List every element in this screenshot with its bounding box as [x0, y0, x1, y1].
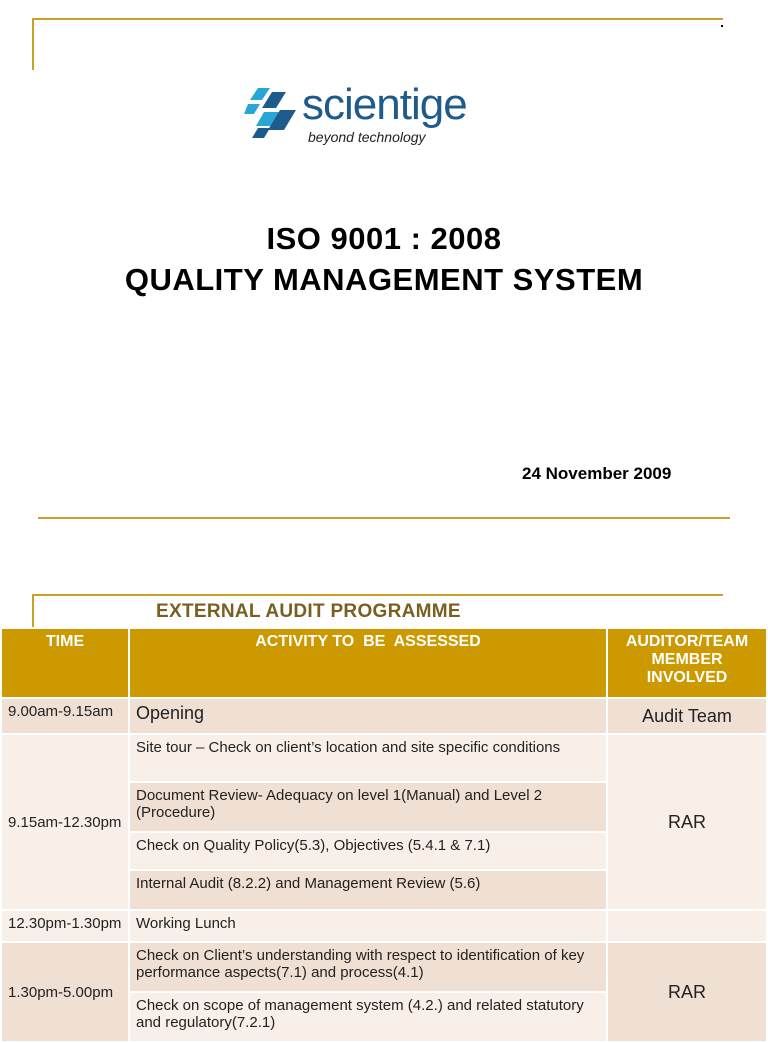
activity-cell: Check on scope of management system (4.2.) and related statutory and regulatory(7.2.1): [129, 992, 607, 1042]
activity-cell: Working Lunch: [129, 910, 607, 942]
corner-dot: [721, 25, 723, 27]
slide1-top-rule: [32, 18, 723, 20]
time-cell: 9.00am-9.15am: [1, 698, 129, 734]
slide2-left-rule: [32, 594, 34, 627]
col-header-time: TIME: [1, 628, 129, 698]
time-cell: 12.30pm-1.30pm: [1, 910, 129, 942]
slide2-top-rule: [32, 594, 723, 596]
title-line1: ISO 9001 : 2008: [266, 221, 502, 256]
auditor-cell: RAR: [607, 942, 767, 1042]
activity-cell: Internal Audit (8.2.2) and Management Review (5.6): [129, 870, 607, 910]
activity-cell: Document Review- Adequacy on level 1(Manual) and Level 2 (Procedure): [129, 782, 607, 832]
table-row: [1, 910, 767, 942]
table-header-row: [1, 628, 767, 698]
title-line2: QUALITY MANAGEMENT SYSTEM: [124, 262, 644, 297]
table-row: [1, 734, 767, 782]
slide-date: 24 November 2009: [522, 464, 672, 483]
programme-heading: EXTERNAL AUDIT PROGRAMME: [156, 601, 461, 622]
activity-cell: Check on Quality Policy(5.3), Objectives (5.4.1 & 7.1): [129, 832, 607, 870]
time-cell: 9.15am-12.30pm: [1, 734, 129, 910]
activity-cell: Check on Client’s understanding with respect to identification of key performance aspects(7.1) and process(4.1): [129, 942, 607, 992]
auditor-cell: [607, 910, 767, 942]
logo-wordmark: scientige: [302, 80, 467, 129]
slide1-bottom-rule: [38, 517, 730, 519]
slide1-left-rule: [32, 18, 34, 70]
auditor-cell: RAR: [607, 734, 767, 910]
audit-programme-table: [0, 627, 768, 1043]
activity-cell: Opening: [129, 698, 607, 734]
col-header-auditor: AUDITOR/TEAM MEMBER INVOLVED: [607, 628, 767, 698]
time-cell: 1.30pm-5.00pm: [1, 942, 129, 1042]
col-header-activity: ACTIVITY TO BE ASSESSED: [129, 628, 607, 698]
scientige-logo-icon: [244, 86, 302, 144]
logo-tagline: beyond technology: [308, 129, 426, 145]
auditor-cell: Audit Team: [607, 698, 767, 734]
table-row: [1, 698, 767, 734]
activity-cell: Site tour – Check on client’s location and site specific conditions: [129, 734, 607, 782]
table-row: [1, 942, 767, 992]
